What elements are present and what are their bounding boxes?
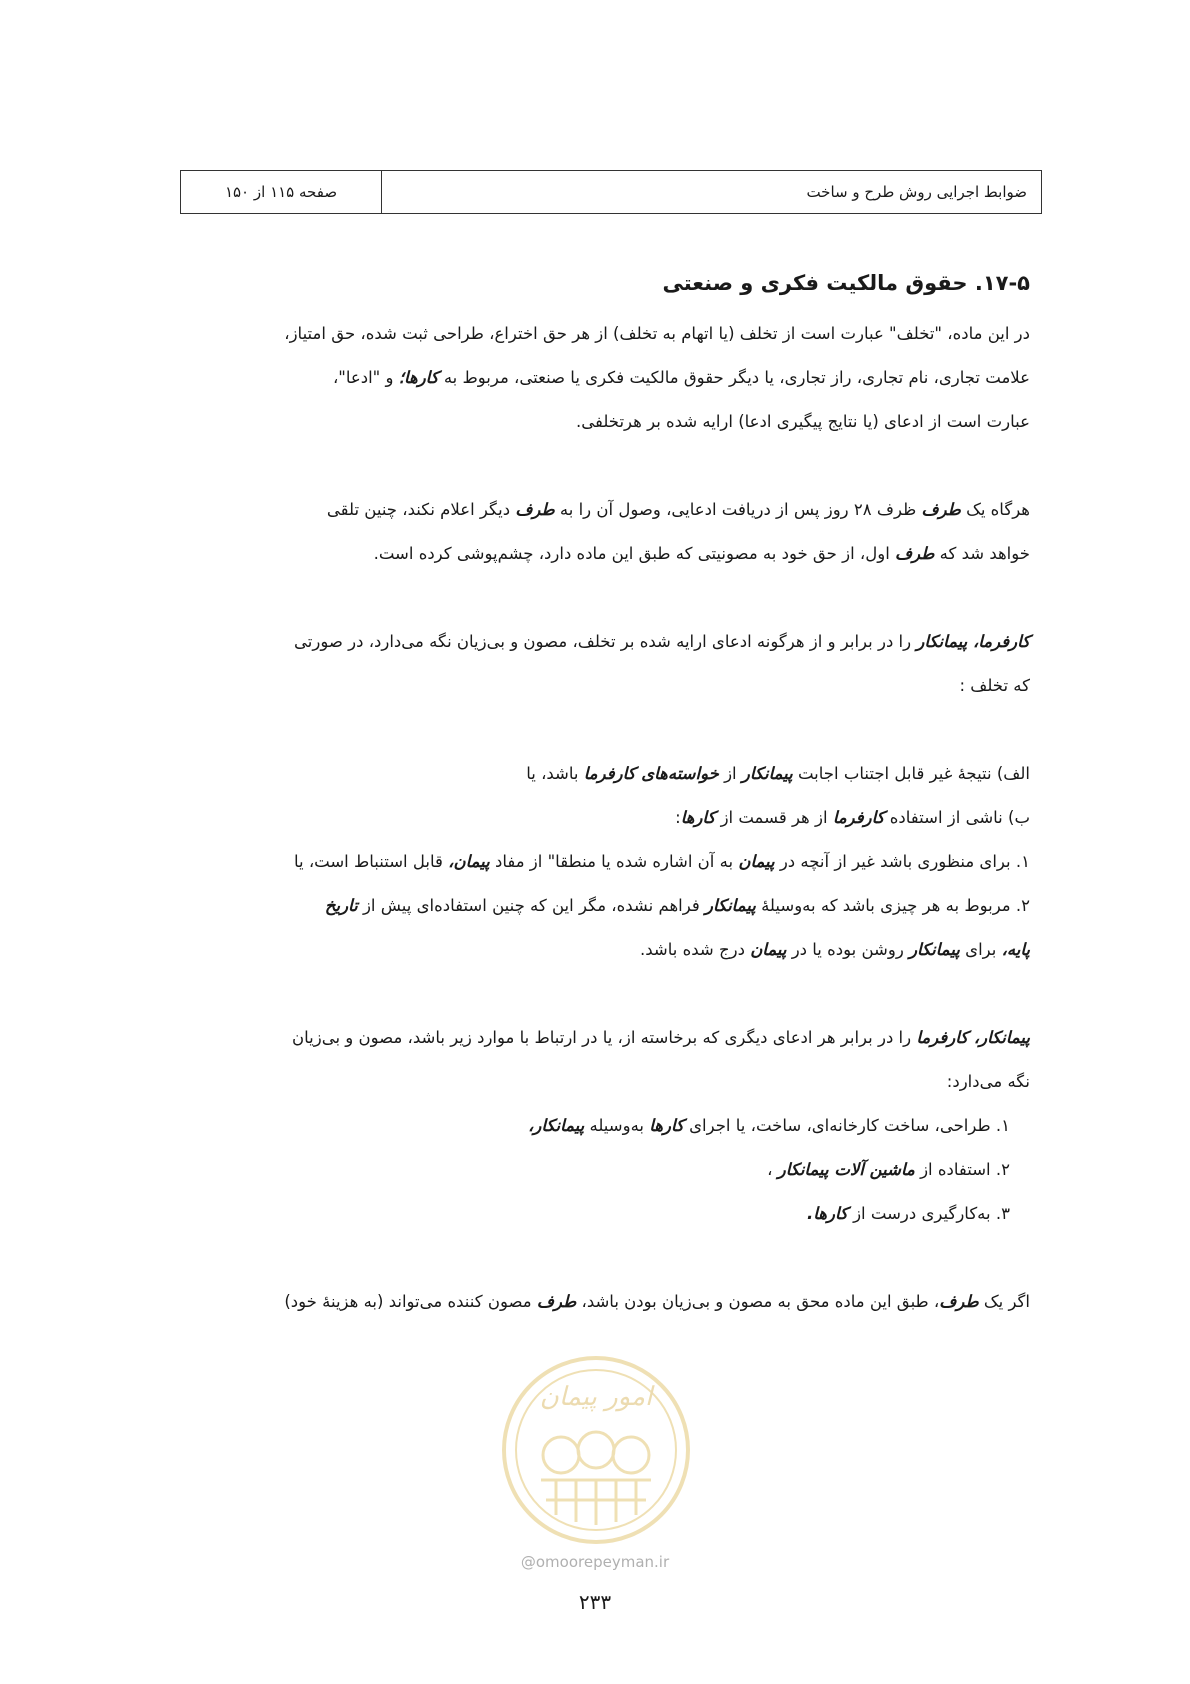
paragraph bbox=[158, 488, 1030, 576]
text: که تخلف : bbox=[959, 676, 1030, 695]
text: اول، از حق خود به مصونیتی که طبق این ماده دارد، چشم‌پوشی کرده است. bbox=[373, 544, 890, 563]
text: ظرف ۲۸ روز پس از دریافت ادعایی، وصول آن را به bbox=[559, 500, 917, 519]
numbered-list bbox=[158, 1104, 1030, 1236]
text: ۲. مربوط به هر چیزی باشد که به‌وسیلهٔ bbox=[761, 896, 1030, 915]
watermark-site: @omoorepeyman.ir bbox=[520, 1553, 670, 1571]
text: هرگاه یک bbox=[966, 500, 1030, 519]
defined-term: پیمانکار، bbox=[528, 1116, 585, 1135]
paragraph bbox=[158, 1016, 1030, 1104]
text: علامت تجاری، نام تجاری، راز تجاری، یا دیگر حقوق مالکیت فکری یا صنعتی، مربوط به bbox=[443, 368, 1030, 387]
text: از bbox=[724, 764, 737, 783]
text: عبارت است از ادعای (یا نتایج پیگیری ادعا) ارایه شده بر هرتخلفی. bbox=[575, 412, 1030, 431]
text: به‌وسیله bbox=[589, 1116, 645, 1135]
text: را در برابر و از هرگونه ادعای ارایه شده بر تخلف، مصون و بی‌زیان نگه می‌دارد، در صورتی bbox=[294, 632, 912, 651]
text: نگه می‌دارد: bbox=[946, 1072, 1030, 1091]
text: ، طبق این ماده محق به مصون و بی‌زیان بودن باشد، bbox=[581, 1292, 940, 1311]
paragraph bbox=[158, 312, 1030, 444]
text: ۱. برای منظوری باشد غیر از آنچه در bbox=[779, 852, 1030, 871]
defined-term: کارفرما، پیمانکار bbox=[916, 632, 1030, 651]
text: الف) نتیجهٔ غیر قابل اجتناب اجابت bbox=[797, 764, 1030, 783]
watermark-logo bbox=[496, 1350, 696, 1550]
page-number: ۲۳۳ bbox=[578, 1590, 612, 1614]
defined-term: کارها. bbox=[806, 1204, 848, 1223]
text: به آن اشاره شده یا منطقا" از مفاد bbox=[494, 852, 734, 871]
text: روشن بوده یا در bbox=[791, 940, 904, 959]
list-item: ۳. به‌کارگیری درست از bbox=[853, 1204, 1010, 1223]
text: ، bbox=[767, 1160, 773, 1179]
page-content bbox=[158, 268, 1030, 1324]
text: خواهد شد که bbox=[939, 544, 1030, 563]
list-item: ۲. استفاده از bbox=[920, 1160, 1010, 1179]
text: از هر قسمت از bbox=[720, 808, 828, 827]
defined-term: طرف bbox=[895, 544, 935, 563]
text: اگر یک bbox=[983, 1292, 1030, 1311]
text: و "ادعا"، bbox=[332, 368, 394, 387]
text: در این ماده، "تخلف" عبارت است از تخلف (یا اتهام به تخلف) از هر حق اختراع، طراحی ثبت شده، حق امتیاز، bbox=[284, 324, 1030, 343]
defined-term: پایه، bbox=[1001, 940, 1030, 959]
document-title: ضوابط اجرایی روش طرح و ساخت bbox=[806, 183, 1027, 201]
defined-term: پیمان، bbox=[448, 852, 490, 871]
text: درج شده باشد. bbox=[639, 940, 745, 959]
section-heading: ۱۷-۵. حقوق مالکیت فکری و صنعتی bbox=[662, 271, 1030, 295]
paragraph bbox=[158, 620, 1030, 708]
paragraph bbox=[158, 752, 1030, 972]
defined-term: کارها bbox=[649, 1116, 684, 1135]
defined-term: پیمانکار bbox=[704, 896, 756, 915]
defined-term: کارها؛ bbox=[398, 368, 439, 387]
text: باشد، یا bbox=[526, 764, 579, 783]
text: دیگر اعلام نکند، چنین تلقی bbox=[326, 500, 511, 519]
page-header bbox=[180, 170, 1042, 214]
defined-term: طرف bbox=[939, 1292, 979, 1311]
text: مصون کننده می‌تواند (به هزینهٔ خود) bbox=[284, 1292, 532, 1311]
text: برای bbox=[965, 940, 997, 959]
defined-term: ماشین آلات پیمانکار bbox=[777, 1160, 915, 1179]
defined-term: طرف bbox=[536, 1292, 577, 1311]
defined-term: کارفرما bbox=[832, 808, 885, 827]
defined-term: طرف bbox=[921, 500, 961, 519]
text: را در برابر هر ادعای دیگری که برخاسته از، یا در ارتباط با موارد زیر باشد، مصون و بی‌زیان bbox=[291, 1028, 912, 1047]
paragraph bbox=[158, 1280, 1030, 1324]
text: فراهم نشده، مگر این که چنین استفاده‌ای پیش از bbox=[362, 896, 700, 915]
text: : bbox=[675, 808, 681, 827]
defined-term: پیمانکار bbox=[909, 940, 960, 959]
defined-term: کارها bbox=[680, 808, 716, 827]
defined-term: طرف bbox=[515, 500, 555, 519]
defined-term: تاریخ bbox=[324, 896, 358, 915]
text: ب) ناشی از استفاده bbox=[889, 808, 1030, 827]
svg-text:امور پیمان: امور پیمان bbox=[539, 1382, 653, 1412]
text: قابل استنباط است، یا bbox=[293, 852, 443, 871]
defined-term: پیمانکار bbox=[741, 764, 793, 783]
page-counter: صفحه ۱۱۵ از ۱۵۰ bbox=[181, 171, 382, 213]
defined-term: پیمان bbox=[738, 852, 775, 871]
list-item: ۱. طراحی، ساخت کارخانه‌ای، ساخت، یا اجرای bbox=[689, 1116, 1010, 1135]
defined-term: پیمان bbox=[750, 940, 787, 959]
defined-term: پیمانکار، کارفرما bbox=[916, 1028, 1030, 1047]
defined-term: خواسته‌های کارفرما bbox=[583, 764, 719, 783]
